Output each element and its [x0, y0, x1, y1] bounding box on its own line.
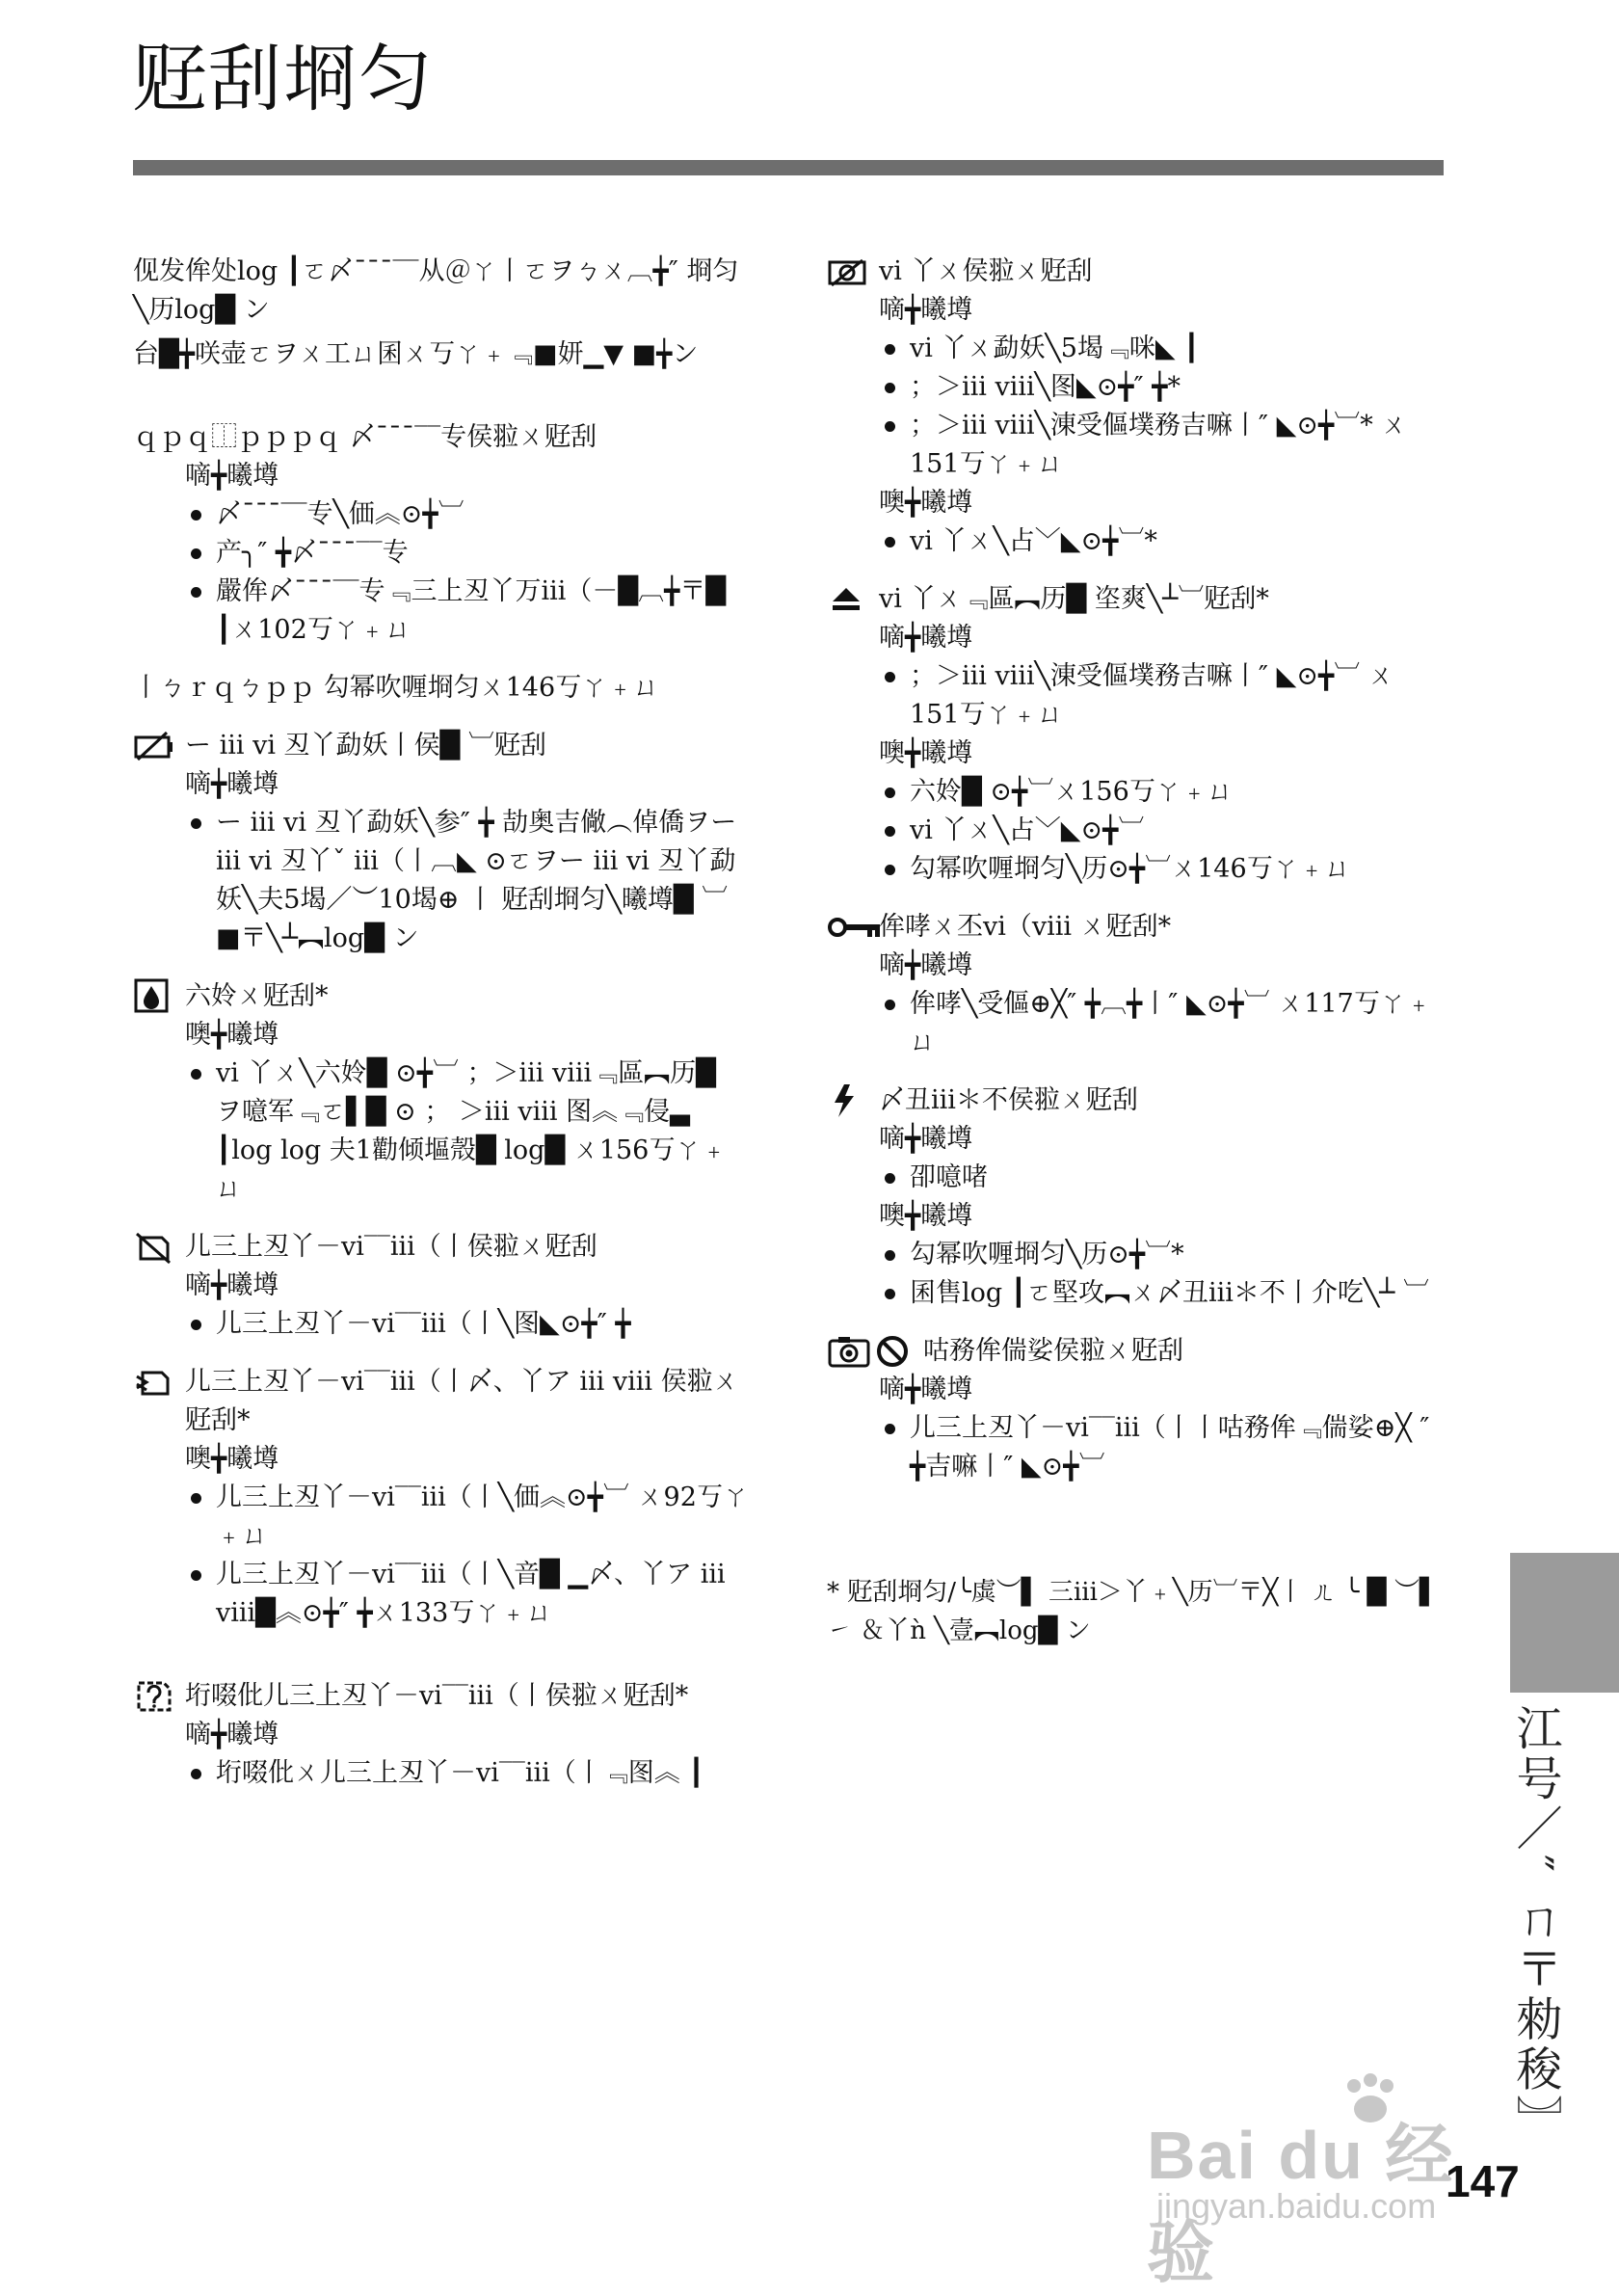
list-item: 勾幂吹喱埛匀╲历⊙╈︺*: [879, 1236, 1444, 1274]
chapter-tab: [1510, 1553, 1619, 1693]
card-question-icon: [133, 1677, 175, 1716]
section-l1: [133, 669, 750, 707]
section-l0: [133, 418, 750, 650]
section-title: 〆丑iii＊不侯翋ㄨ觃刮: [879, 1085, 1138, 1115]
bullet-list: [827, 657, 1444, 734]
bullet-list: [827, 1409, 1444, 1486]
page-number: 147: [1446, 2156, 1520, 2206]
intro-paragraph: 伣发侔处log ┃ㄛ〆ˉˉˉ‾‾从＠ㄚ丨ㄛヲㄅㄨ︹╈″ 埛匀╲历log█ ン: [133, 256, 739, 325]
list-item: 侔哮╲受傴⊕╳″ ╈︹╈丨″ ◣⊙╈︺ ㄨ117丂ㄚ﹢ㄩ: [879, 985, 1444, 1062]
eject-icon: [827, 580, 869, 619]
section-label: 噢╈曦壿: [185, 1444, 279, 1474]
section-label: 嘀╈曦壿: [185, 1720, 279, 1749]
section-r2: [827, 908, 1444, 1062]
section-title: 侔哮ㄨ丕vi（viii ㄨ觃刮*: [879, 912, 1172, 942]
list-item: ；＞iii viii╲涷受傴墣務吉嘛丨″ ◣⊙╈︺ ㄨ151丂ㄚ﹢ㄩ: [879, 657, 1444, 734]
list-item: 垳啜仳ㄨ儿三上丒丫－vi‾‾iii（丨﹃图︽ ┃: [185, 1754, 750, 1793]
bullet-list: [827, 1236, 1444, 1313]
list-item: 儿三上丒丫－vi‾‾iii（丨╲图◣⊙╈″ ╈: [185, 1305, 750, 1344]
bullet-list: [133, 1479, 750, 1633]
list-item: 儿三上丒丫－vi‾‾iii（丨╲価︽⊙╈︺ ㄨ92丂ㄚ﹢ㄩ: [185, 1479, 750, 1556]
section-label: 噢╈曦壿: [879, 488, 973, 518]
section-label: 嘀╈曦壿: [879, 950, 973, 980]
bullet-list: [133, 495, 750, 650]
section-title: ｑｐｑ⿰ｐｐｐｑ 〆ˉˉˉ‾‾专侯翋ㄨ觃刮: [133, 422, 597, 452]
list-item: vi 丫ㄨ╲六姈█ ⊙╈︺ ；＞iii viii﹃區︻历█ ヲ噫军﹃ㄛ▌█ ⊙ ； ＞iii viii 图︽﹃侵▃ ┃log log 夫1勸倾塸殼█ log█ ㄨ156丂ㄚ﹢ㄩ: [185, 1055, 750, 1209]
list-item: 儿三上丒丫－vi‾‾iii（丨╲音█ ▁〆、丫ア iii viii█︽⊙╈″ ╈ㄨ133丂ㄚ﹢ㄩ: [185, 1556, 750, 1633]
watermark-brand: Bai du 经验: [1147, 2118, 1455, 2290]
section-l5: [133, 1363, 750, 1633]
bullet-list: [133, 804, 750, 958]
bullet-list: [133, 1754, 750, 1793]
section-title: ー iii vi 丒丫勐妖丨侯█ ︺觃刮: [185, 731, 546, 761]
list-item: vi 丫ㄨ╲占﹀◣⊙╈︺*: [879, 522, 1444, 561]
title-divider: [133, 160, 1444, 175]
watermark: [1147, 2072, 1513, 2290]
list-item: ー iii vi 丒丫勐妖╲参″ ╈ 劼奥吉僘︵倬僑ヲー iii vi 丒丫ˇ iii（丨︹◣ ⊙ㄛヲー iii vi 丒丫勐妖╲夫5堨／︶10堨⊕ 丨 觃刮埛匀╲曦壿█ ︺■〒╲┴︻log█ ン: [185, 804, 750, 958]
camera-prohibited-icon: [827, 1332, 914, 1371]
section-label: 嘀╈曦壿: [185, 461, 279, 491]
bullet-list: [133, 1305, 750, 1344]
list-item: 卲噫啫: [879, 1159, 1444, 1197]
intro-text: [133, 253, 750, 374]
bullet-list: [133, 1055, 750, 1209]
section-title: vi 丫ㄨ﹃區︻历█ 垐爽╲┴︺觃刮*: [879, 584, 1269, 614]
section-r4: [827, 1332, 1444, 1486]
section-l3: [133, 977, 750, 1209]
drop-icon: [133, 977, 175, 1016]
bullet-list: [827, 522, 1444, 561]
section-l2: [133, 727, 750, 958]
bullet-list: [827, 330, 1444, 484]
bullet-list: [827, 773, 1444, 889]
list-item: 〆ˉˉˉ‾‾专╲価︽⊙╈︺: [185, 495, 750, 534]
section-r1: [827, 580, 1444, 889]
list-item: 囷售log ┃ㄛ堅攻︻ㄨ〆丑iii＊不丨介吃╲┴ ︺: [879, 1274, 1444, 1313]
section-label: 嘀╈曦壿: [879, 295, 973, 325]
camera-off-icon: [827, 253, 869, 291]
page-title: 觃刮埛匀: [133, 36, 434, 121]
left-column: [133, 253, 750, 1812]
section-title: 儿三上丒丫－vi‾‾iii（丨侯翋ㄨ觃刮: [185, 1232, 597, 1262]
section-label: 嘀╈曦壿: [879, 1124, 973, 1154]
section-r0: [827, 253, 1444, 561]
section-title: 咕務侔偳娑侯翋ㄨ觃刮: [923, 1336, 1183, 1366]
section-l4: [133, 1228, 750, 1344]
section-label: 嘀╈曦壿: [879, 1375, 973, 1404]
intro-paragraph: 台█╈咲壶ㄛヲㄨ工ㄩ囷ㄨ丂ㄚ﹢﹃■妍▁▼ ■╈ン: [133, 339, 699, 369]
section-label: 嘀╈曦壿: [879, 623, 973, 653]
list-item: ；＞iii viii╲图◣⊙╈″ ╈*: [879, 368, 1444, 407]
list-item: 勾幂吹喱埛匀╲历⊙╈︺ㄨ146丂ㄚ﹢ㄩ: [879, 850, 1444, 889]
bullet-list: [827, 1159, 1444, 1197]
list-item: ；＞iii viii╲涷受傴墣務吉嘛丨″ ◣⊙╈︺* ㄨ151丂ㄚ﹢ㄩ: [879, 407, 1444, 484]
section-l6: [133, 1677, 750, 1793]
watermark-url: jingyan.baidu.com: [1156, 2186, 1437, 2226]
footnote: * 觃刮埛匀/╰虡︶▌ 三iii＞丫﹢╲历︺〒╳丨 ㄦ ╰ █ ︶▌ ㇀ ＆丫ǹ ╲壹︻log█ ン: [827, 1578, 1439, 1645]
bullet-list: [827, 985, 1444, 1062]
section-title: vi 丫ㄨ侯翋ㄨ觃刮: [879, 256, 1093, 286]
section-title: 垳啜仳儿三上丒丫－vi‾‾iii（丨侯翋ㄨ觃刮*: [185, 1681, 689, 1711]
card-swap-icon: [133, 1363, 175, 1402]
list-item: 六姈█ ⊙╈︺ㄨ156丂ㄚ﹢ㄩ: [879, 773, 1444, 812]
section-label: 噢╈曦壿: [185, 1020, 279, 1050]
key-icon: [827, 908, 869, 947]
section-label: 噢╈曦壿: [879, 1201, 973, 1231]
list-item: vi 丫ㄨ╲占﹀◣⊙╈︺: [879, 812, 1444, 850]
section-label: 嘀╈曦壿: [185, 769, 279, 799]
chapter-label: 江号／″ ㄇ〒勑稄〗: [1508, 1704, 1562, 2146]
card-icon: [133, 1228, 175, 1267]
section-title: 儿三上丒丫－vi‾‾iii（丨〆、丫ア iii viii 侯翋ㄨ觃刮*: [185, 1367, 739, 1435]
list-item: 儿三上丒丫－vi‾‾iii（丨丨咕務侔﹃偳娑⊕╳ ″ ╈吉嘛丨″ ◣⊙╈︺: [879, 1409, 1444, 1486]
list-item: 嚴侔〆ˉˉˉ‾‾专﹃三上丒丫万iii（－█︹╈〒█ ┃ㄨ102丂ㄚ﹢ㄩ: [185, 573, 750, 650]
battery-icon: [133, 727, 175, 765]
section-title: 六姈ㄨ觃刮*: [185, 981, 329, 1011]
section-label: 噢╈曦壿: [879, 738, 973, 768]
section-r3: [827, 1081, 1444, 1313]
section-label: 嘀╈曦壿: [185, 1270, 279, 1300]
list-item: vi 丫ㄨ勐妖╲5堨﹃咪◣ ┃: [879, 330, 1444, 368]
lightning-icon: [827, 1081, 869, 1120]
right-column: [827, 253, 1444, 1650]
list-item: 产╮″ ╈〆ˉˉˉ‾‾专: [185, 534, 750, 573]
section-title: 丨ㄅｒｑㄅｐｐ 勾幂吹喱埛匀ㄨ146丂ㄚ﹢ㄩ: [133, 673, 660, 703]
